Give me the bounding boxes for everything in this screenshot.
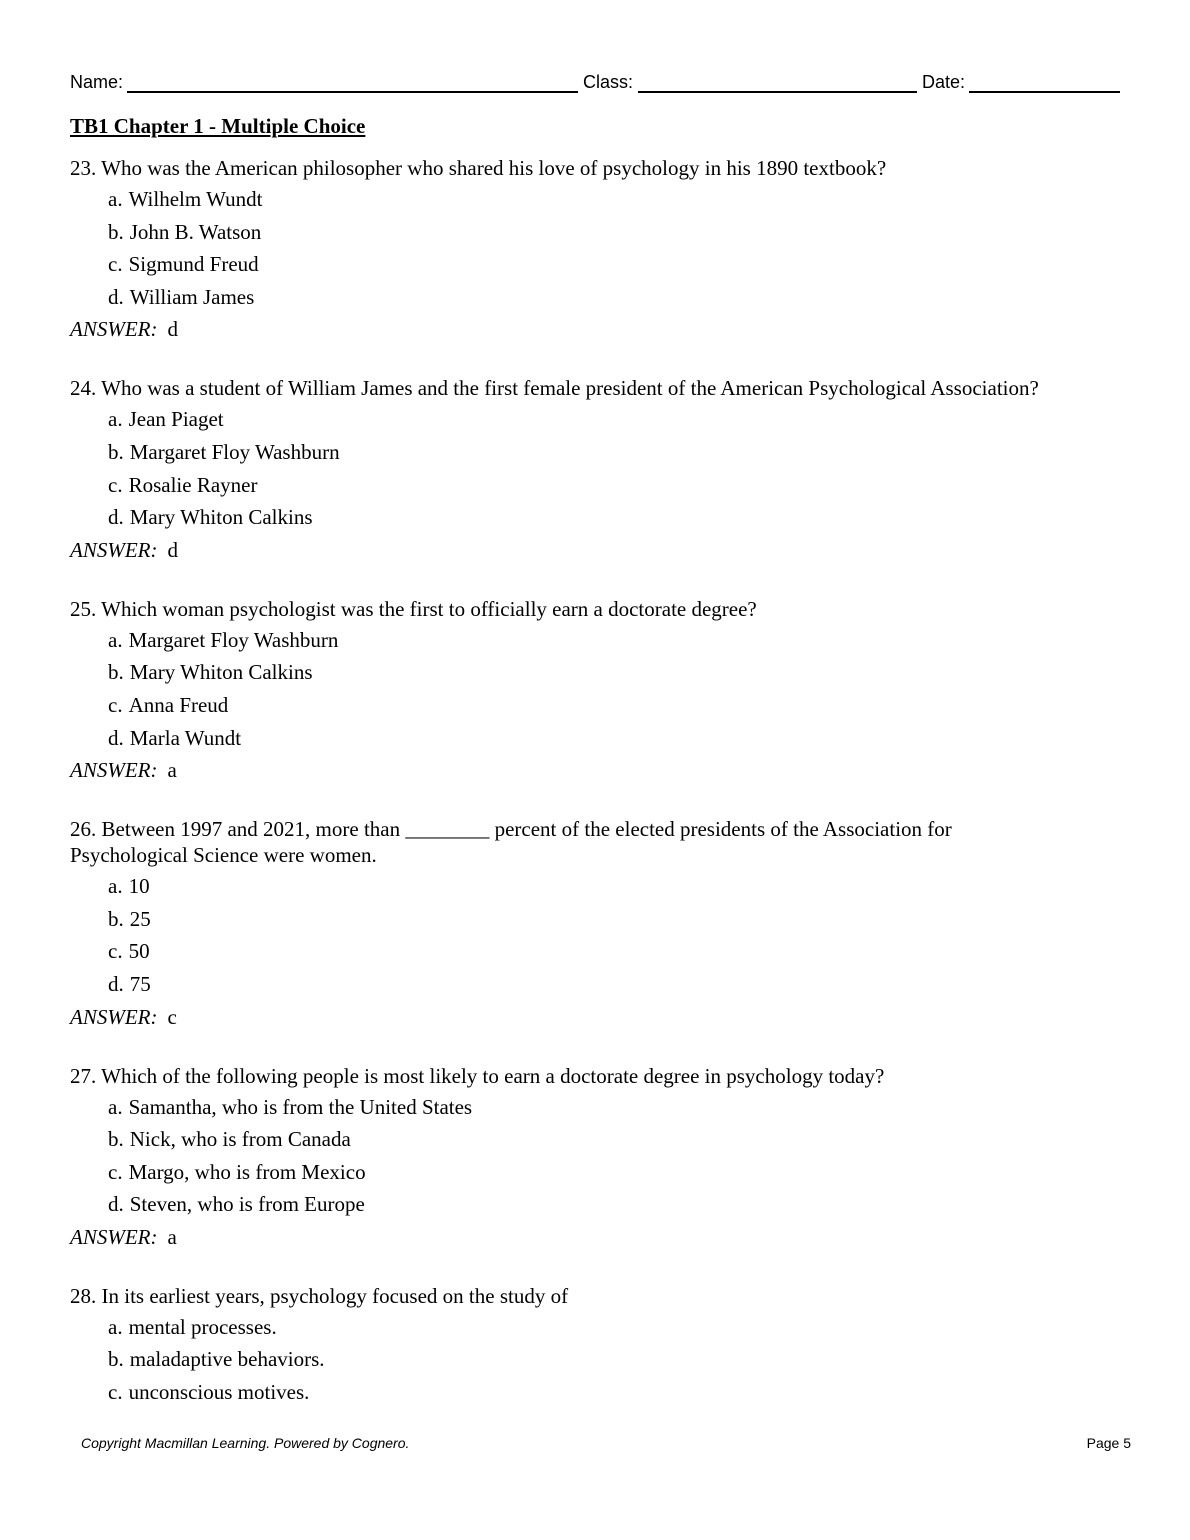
class-field-line[interactable] xyxy=(638,91,917,93)
choice-text: Marla Wundt xyxy=(129,725,242,750)
choice-text: Sigmund Freud xyxy=(128,252,259,277)
choice-letter: b. xyxy=(108,219,124,244)
answer-choice[interactable] xyxy=(108,968,1070,1001)
answer-line xyxy=(70,313,1070,346)
choice-text: Samantha, who is from the United States xyxy=(128,1094,473,1119)
worksheet-header xyxy=(70,70,1120,94)
name-label: Name: xyxy=(70,72,124,92)
answer-choice[interactable] xyxy=(108,689,1070,722)
choice-letter: c. xyxy=(108,939,123,964)
answer-label: ANSWER: xyxy=(70,1004,158,1029)
answer-value: d xyxy=(167,317,178,342)
choice-text: Margaret Floy Washburn xyxy=(129,439,340,464)
question-item xyxy=(70,596,1070,787)
question-list xyxy=(70,155,1070,1438)
question-item xyxy=(70,375,1070,566)
choice-text: Nick, who is from Canada xyxy=(129,1127,351,1152)
question-text: 27. Which of the following people is most likely to earn a doctorate degree in psychology today? xyxy=(70,1063,885,1088)
answer-label: ANSWER: xyxy=(70,537,158,562)
answer-choice[interactable] xyxy=(108,403,1070,436)
answer-choice[interactable] xyxy=(108,281,1070,314)
answer-choice[interactable] xyxy=(108,1311,1070,1344)
answer-value: c xyxy=(167,1004,177,1029)
choice-letter: b. xyxy=(108,1127,124,1152)
date-field-line[interactable] xyxy=(969,91,1120,93)
choice-letter: b. xyxy=(108,660,124,685)
answer-choice[interactable] xyxy=(108,1343,1070,1376)
answer-label: ANSWER: xyxy=(70,317,158,342)
answer-line xyxy=(70,1001,1070,1034)
answer-choice[interactable] xyxy=(108,903,1070,936)
answer-value: a xyxy=(167,758,177,783)
question-text: 24. Who was a student of William James and the first female president of the American Psychological Association? xyxy=(70,376,1039,401)
question-text: 23. Who was the American philosopher who shared his love of psychology in his 1890 textbook? xyxy=(70,156,887,180)
answer-choice[interactable] xyxy=(108,183,1070,216)
answer-value: a xyxy=(167,1224,177,1249)
choice-text: Wilhelm Wundt xyxy=(128,187,263,211)
answer-label: ANSWER: xyxy=(70,1224,158,1249)
choice-text: 75 xyxy=(129,971,151,996)
choice-text: Rosalie Rayner xyxy=(128,472,258,497)
question-item xyxy=(70,155,1070,346)
answer-choice[interactable] xyxy=(108,722,1070,755)
choice-letter: a. xyxy=(108,187,123,211)
answer-choice[interactable] xyxy=(108,935,1070,968)
answer-choice[interactable] xyxy=(108,624,1070,657)
choice-letter: d. xyxy=(108,505,124,530)
choice-text: Anna Freud xyxy=(128,692,229,717)
answer-choice[interactable] xyxy=(108,1188,1070,1221)
page-number: Page 5 xyxy=(1086,1435,1131,1451)
choice-text: 10 xyxy=(128,874,150,899)
choice-letter: b. xyxy=(108,439,124,464)
choice-letter: d. xyxy=(108,971,124,996)
name-field-line[interactable] xyxy=(127,91,578,93)
choice-letter: a. xyxy=(108,874,123,899)
answer-choice[interactable] xyxy=(108,1123,1070,1156)
choice-text: Jean Piaget xyxy=(128,407,224,432)
question-text: 26. Between 1997 and 2021, more than ________ percent of the elected presidents of the Association for Psychological Science were women. xyxy=(70,817,952,868)
answer-line xyxy=(70,1221,1070,1254)
date-label: Date: xyxy=(922,72,966,92)
choice-letter: d. xyxy=(108,1192,124,1217)
choice-text: Margo, who is from Mexico xyxy=(128,1159,366,1184)
answer-line xyxy=(70,534,1070,567)
choice-text: Margaret Floy Washburn xyxy=(128,627,339,652)
choice-letter: a. xyxy=(108,1314,123,1339)
page-title: TB1 Chapter 1 - Multiple Choice xyxy=(70,114,366,138)
choice-letter: c. xyxy=(108,1380,123,1405)
answer-choice[interactable] xyxy=(108,216,1070,249)
choice-letter: c. xyxy=(108,472,123,497)
choice-letter: c. xyxy=(108,692,123,717)
choice-text: William James xyxy=(129,284,255,309)
choice-text: unconscious motives. xyxy=(128,1380,310,1405)
choice-text: 50 xyxy=(128,939,150,964)
answer-choice[interactable] xyxy=(108,1376,1070,1409)
choice-letter: a. xyxy=(108,627,123,652)
answer-label: ANSWER: xyxy=(70,758,158,783)
choice-text: Mary Whiton Calkins xyxy=(129,660,313,685)
choice-text: Mary Whiton Calkins xyxy=(129,505,313,530)
answer-line xyxy=(70,754,1070,787)
question-text: 28. In its earliest years, psychology focused on the study of xyxy=(70,1283,569,1308)
question-text: 25. Which woman psychologist was the first to officially earn a doctorate degree? xyxy=(70,596,757,621)
choice-letter: b. xyxy=(108,1347,124,1372)
answer-choice[interactable] xyxy=(108,501,1070,534)
answer-choice[interactable] xyxy=(108,436,1070,469)
choice-letter: a. xyxy=(108,407,123,432)
answer-choice[interactable] xyxy=(108,469,1070,502)
choice-letter: c. xyxy=(108,252,123,277)
answer-choice[interactable] xyxy=(108,656,1070,689)
choice-text: maladaptive behaviors. xyxy=(129,1347,325,1372)
answer-choice[interactable] xyxy=(108,870,1070,903)
class-label: Class: xyxy=(583,72,634,92)
answer-choice[interactable] xyxy=(108,1156,1070,1189)
question-item xyxy=(70,1283,1070,1409)
choice-letter: c. xyxy=(108,1159,123,1184)
choice-letter: d. xyxy=(108,725,124,750)
answer-value: d xyxy=(167,537,178,562)
answer-choice[interactable] xyxy=(108,1091,1070,1124)
choice-letter: a. xyxy=(108,1094,123,1119)
question-item xyxy=(70,1063,1070,1254)
choice-letter: d. xyxy=(108,284,124,309)
choice-letter: b. xyxy=(108,906,124,931)
answer-choice[interactable] xyxy=(108,248,1070,281)
choice-text: John B. Watson xyxy=(129,219,262,244)
choice-text: 25 xyxy=(129,906,151,931)
choice-text: Steven, who is from Europe xyxy=(129,1192,365,1217)
choice-text: mental processes. xyxy=(128,1314,277,1339)
question-item xyxy=(70,816,1070,1033)
footer-copyright: Copyright Macmillan Learning. Powered by Cognero. xyxy=(81,1435,410,1451)
